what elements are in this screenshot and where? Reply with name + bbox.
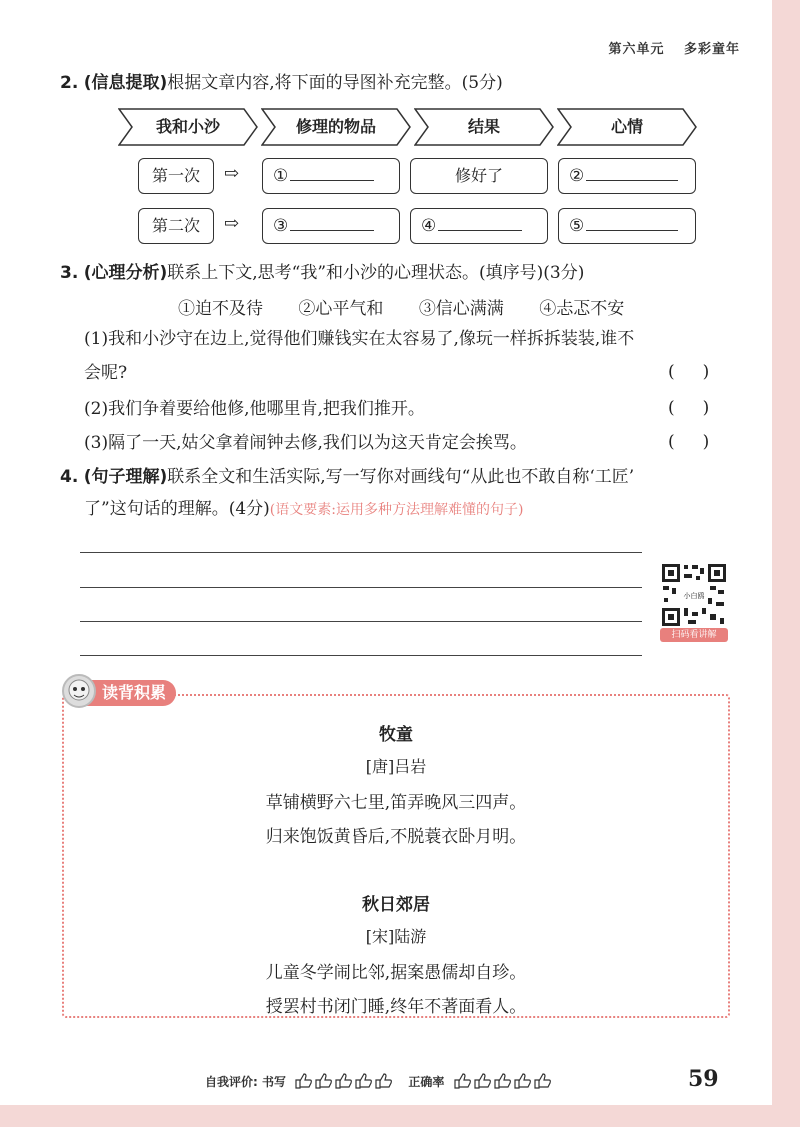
mindmap-arrow-label: 结果 bbox=[467, 117, 500, 136]
mindmap-arrow-label: 我和小沙 bbox=[155, 117, 220, 136]
answer-paren[interactable]: ( ) bbox=[668, 362, 710, 382]
answer-paren[interactable]: ( ) bbox=[668, 432, 710, 452]
blank-number: ③ bbox=[273, 216, 289, 236]
question-tag: (心理分析) bbox=[83, 263, 168, 283]
mindmap-row-label: 第一次 bbox=[138, 158, 214, 194]
question-number: 3. bbox=[60, 263, 79, 283]
mascot-icon bbox=[62, 674, 96, 708]
poem-line: 儿童冬学闹比邻,据案愚儒却自珍。 bbox=[265, 963, 527, 983]
unit-title: 多彩童年 bbox=[683, 42, 740, 57]
accuracy-label: 正确率 bbox=[408, 1075, 445, 1089]
mindmap-header bbox=[118, 108, 698, 146]
question-number: 4. bbox=[60, 467, 79, 487]
mindmap-row-label: 第二次 bbox=[138, 208, 214, 244]
mindmap-arrow bbox=[414, 108, 554, 146]
poem-title: 秋日郊居 bbox=[362, 895, 430, 915]
mindmap-fill-cell[interactable] bbox=[262, 158, 400, 194]
question-2 bbox=[60, 72, 503, 94]
self-eval-label: 自我评价: bbox=[205, 1075, 258, 1089]
unit-label: 第六单元 bbox=[608, 42, 665, 57]
question-text: 联系全文和生活实际,写一写你对画线句“从此也不敢自称‘工匠’ bbox=[167, 467, 635, 487]
question-text: 了”这句话的理解。(4分) bbox=[84, 499, 270, 519]
answer-options bbox=[178, 294, 654, 319]
option: ②心平气和 bbox=[298, 299, 384, 319]
question-text: 联系上下文,思考“我”和小沙的心理状态。(填序号)(3分) bbox=[167, 263, 585, 283]
sub-question-text: (2)我们争着要给他修,他哪里肯,把我们推开。 bbox=[84, 399, 425, 419]
mindmap-fill-cell[interactable] bbox=[558, 158, 696, 194]
page-number: 59 bbox=[688, 1066, 719, 1092]
mindmap-arrow bbox=[557, 108, 697, 146]
mindmap-arrow bbox=[118, 108, 258, 146]
page-edge-right bbox=[772, 0, 800, 1127]
sub-question-text: (1)我和小沙守在边上,觉得他们赚钱实在太容易了,像玩一样拆拆装装,谁不 bbox=[84, 329, 635, 349]
blank-number: ② bbox=[569, 166, 585, 186]
answer-line[interactable] bbox=[80, 655, 642, 656]
question-number: 2. bbox=[60, 73, 79, 93]
answer-line[interactable] bbox=[80, 621, 642, 622]
option: ④忐忑不安 bbox=[539, 299, 625, 319]
blank-number: ① bbox=[273, 166, 289, 186]
poem-author: [唐]吕岩 bbox=[365, 757, 427, 776]
page-edge-bottom bbox=[0, 1105, 800, 1127]
skill-note: (语文要素:运用多种方法理解难懂的句子) bbox=[269, 502, 524, 518]
poem-line: 草铺横野六七里,笛弄晚风三四声。 bbox=[265, 793, 527, 813]
mindmap-arrow-label: 修理的物品 bbox=[295, 117, 376, 136]
mindmap-arrow bbox=[261, 108, 411, 146]
question-4-line2 bbox=[84, 498, 523, 521]
mindmap-fill-cell[interactable] bbox=[262, 208, 400, 244]
sub-question-text: (3)隔了一天,姑父拿着闹钟去修,我们以为这天肯定会挨骂。 bbox=[84, 433, 527, 453]
mindmap-fill-cell[interactable] bbox=[410, 208, 548, 244]
poem-title: 牧童 bbox=[379, 725, 413, 745]
blank-number: ④ bbox=[421, 216, 437, 236]
answer-line[interactable] bbox=[80, 587, 642, 588]
question-3 bbox=[60, 262, 584, 284]
reading-tag: 读背积累 bbox=[70, 680, 176, 706]
blank-number: ⑤ bbox=[569, 216, 585, 236]
sub-question-text: 会呢? bbox=[84, 363, 128, 383]
question-tag: (句子理解) bbox=[83, 467, 168, 487]
implies-arrow-icon: ⇨ bbox=[224, 213, 240, 234]
answer-paren[interactable]: ( ) bbox=[668, 398, 710, 418]
question-text: 根据文章内容,将下面的导图补充完整。(5分) bbox=[167, 73, 503, 93]
qr-inner-label: 小白鸥 bbox=[683, 592, 705, 600]
qr-caption: 扫码看讲解 bbox=[660, 628, 728, 642]
poem-line: 归来饱饭黄昏后,不脱蓑衣卧月明。 bbox=[265, 827, 527, 847]
thumbs-rating-writing[interactable] bbox=[294, 1072, 394, 1093]
writing-label: 书写 bbox=[262, 1075, 287, 1089]
option: ③信心满满 bbox=[418, 299, 504, 319]
running-header bbox=[594, 38, 740, 57]
poem-author: [宋]陆游 bbox=[365, 927, 427, 946]
option: ①迫不及待 bbox=[178, 299, 263, 319]
mindmap-arrow-label: 心情 bbox=[610, 117, 643, 136]
thumbs-rating-accuracy[interactable] bbox=[453, 1072, 553, 1093]
implies-arrow-icon: ⇨ bbox=[224, 163, 240, 184]
mindmap-fill-cell[interactable] bbox=[558, 208, 696, 244]
question-tag: (信息提取) bbox=[83, 73, 168, 93]
answer-line[interactable] bbox=[80, 552, 642, 553]
self-evaluation bbox=[205, 1072, 563, 1093]
mindmap-result-cell: 修好了 bbox=[410, 158, 548, 194]
poem-line: 授罢村书闭门睡,终年不著面看人。 bbox=[265, 997, 527, 1017]
question-4 bbox=[60, 466, 634, 488]
